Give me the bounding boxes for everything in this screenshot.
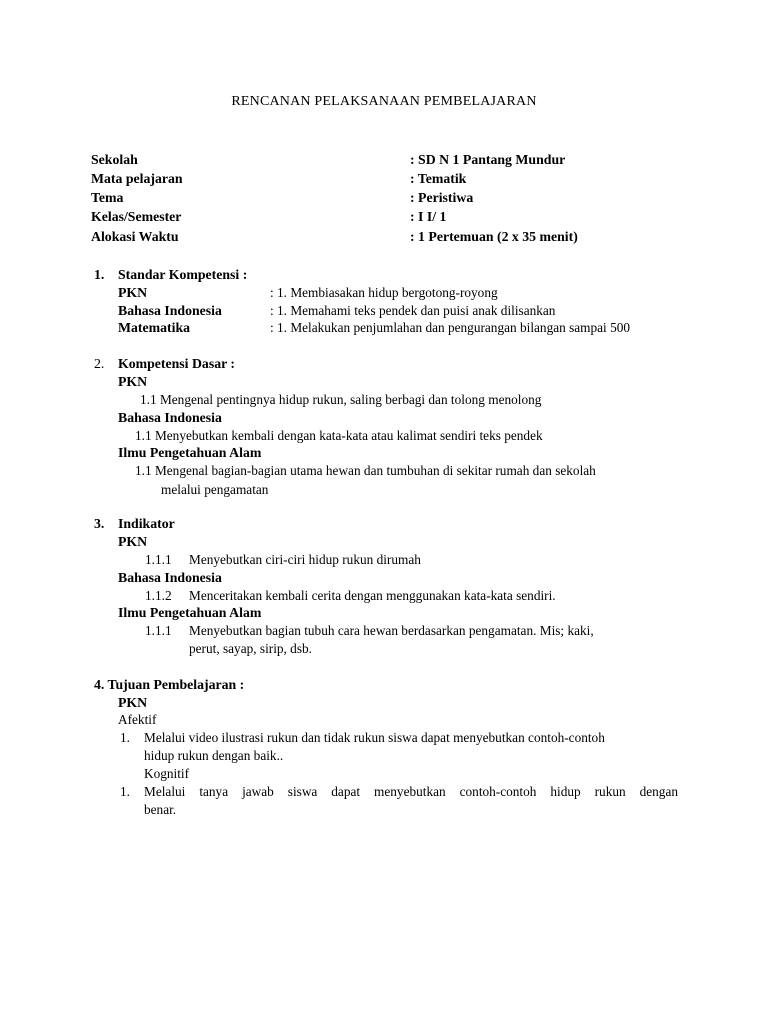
objective-text: Melalui video ilustrasi rukun dan tidak rukun siswa dapat menyebutkan contoh-contoh	[144, 730, 605, 745]
indicator-text-continued: perut, sayap, sirip, dsb.	[189, 641, 312, 656]
identity-label: Mata pelajaran	[91, 171, 183, 186]
identity-value: : SD N 1 Pantang Mundur	[410, 152, 566, 167]
subject-label: PKN	[118, 534, 148, 549]
identity-value: : 1 Pertemuan (2 x 35 menit)	[410, 229, 578, 244]
domain-label-afektif: Afektif	[118, 712, 157, 727]
identity-label: Alokasi Waktu	[91, 229, 179, 244]
subject-label: Bahasa Indonesia	[118, 570, 222, 585]
objective-text: Melalui tanya jawab siswa dapat menyebutkan contoh-contoh hidup rukun dengan	[144, 784, 678, 799]
identity-label: Sekolah	[91, 152, 138, 167]
identity-value: : Tematik	[410, 171, 467, 186]
section-number: 2.	[94, 356, 105, 371]
subject-label: PKN	[118, 695, 148, 710]
indicator-number: 1.1.1	[145, 623, 172, 638]
competency-item-continued: melalui pengamatan	[161, 482, 269, 497]
subject-label: Bahasa Indonesia	[118, 303, 222, 318]
indicator-text: Menyebutkan bagian tubuh cara hewan berdasarkan pengamatan. Mis; kaki,	[189, 623, 594, 638]
indicator-number: 1.1.2	[145, 588, 172, 603]
section-heading: Standar Kompetensi :	[118, 267, 248, 282]
section-heading: Indikator	[118, 516, 175, 531]
indicator-text: Menceritakan kembali cerita dengan menggunakan kata-kata sendiri.	[189, 588, 556, 603]
objective-text-continued: benar.	[144, 802, 177, 817]
section-heading: Kompetensi Dasar :	[118, 356, 236, 371]
subject-label: Matematika	[118, 320, 191, 335]
objective-number: 1.	[120, 730, 130, 745]
section-number: 1.	[94, 267, 105, 282]
identity-label: Tema	[91, 190, 124, 205]
standard-text: : 1. Memahami teks pendek dan puisi anak dilisankan	[270, 303, 556, 318]
subject-label: PKN	[118, 285, 148, 300]
indicator-number: 1.1.1	[145, 552, 172, 567]
objective-number: 1.	[120, 784, 130, 799]
identity-label: Kelas/Semester	[91, 209, 182, 224]
identity-value: : Peristiwa	[410, 190, 474, 205]
indicator-text: Menyebutkan ciri-ciri hidup rukun dirumah	[189, 552, 421, 567]
standard-text: : 1. Melakukan penjumlahan dan pengurangan bilangan sampai 500	[270, 320, 631, 335]
competency-item: 1.1 Menyebutkan kembali dengan kata-kata atau kalimat sendiri teks pendek	[135, 428, 543, 443]
subject-label: Bahasa Indonesia	[118, 410, 222, 425]
subject-label: Ilmu Pengetahuan Alam	[118, 605, 262, 620]
domain-label-kognitif: Kognitif	[144, 766, 190, 781]
section-heading: 4. Tujuan Pembelajaran :	[94, 677, 245, 692]
competency-item: 1.1 Mengenal bagian-bagian utama hewan dan tumbuhan di sekitar rumah dan sekolah	[135, 463, 596, 478]
identity-value: : I I/ 1	[410, 209, 447, 224]
document-title: RENCANAN PELAKSANAAN PEMBELAJARAN	[231, 94, 537, 109]
standard-text: : 1. Membiasakan hidup bergotong-royong	[270, 285, 498, 300]
competency-item: 1.1 Mengenal pentingnya hidup rukun, saling berbagi dan tolong menolong	[140, 392, 542, 407]
subject-label: Ilmu Pengetahuan Alam	[118, 445, 262, 460]
objective-text-continued: hidup rukun dengan baik..	[144, 748, 284, 763]
subject-label: PKN	[118, 374, 148, 389]
section-number: 3.	[94, 516, 105, 531]
